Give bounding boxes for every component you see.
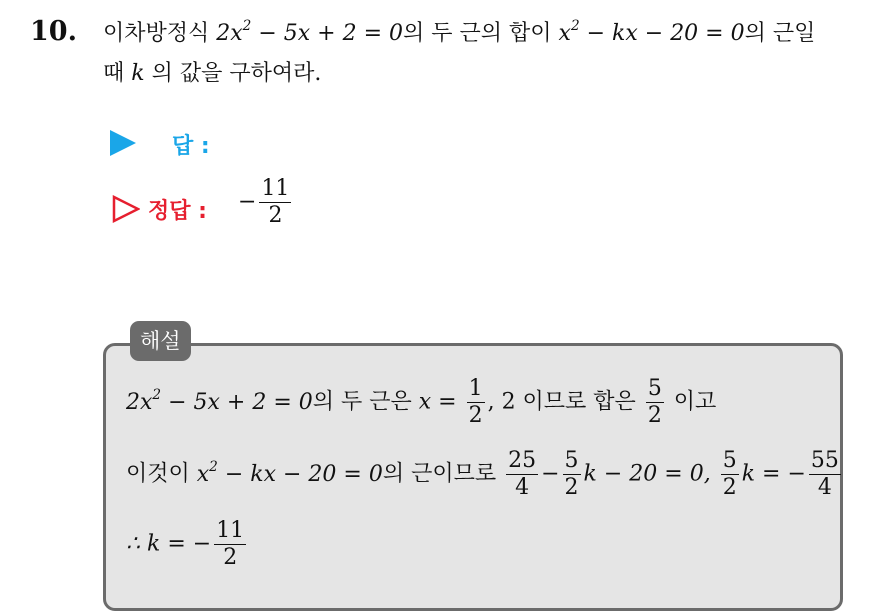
question-text-line1 [103,16,815,47]
sol-fraction-5-2a: $\frac{5}{2}$ [564,448,579,500]
sol-fraction-sum: $\frac{5}{2}$ [647,376,662,428]
sol-fraction-25-4: $\frac{25}{4}$ [508,448,537,500]
question-number: 10. [30,16,77,47]
correct-answer-play-icon [112,195,140,223]
answer-play-icon [110,130,136,156]
sol-fraction-half: $\frac{1}{2}$ [468,376,483,428]
correct-answer-label: 정답 : [148,199,207,224]
q-text-mid: 의 두 근의 합이 [403,21,559,46]
answer-label: 답 : [172,134,210,159]
question-text-line2: 때 k 의 값을 구하여라. [103,61,322,86]
correct-answer-value: − $\frac{11}{2}$ [238,176,290,228]
correct-answer-fraction: $\frac{11}{2}$ [261,176,290,228]
solution-line2: 이것이 $x^2$ − kx − 20 = 0의 근이므로 $\frac{25}{4}$ − $\frac{5}{2}$ k − 20 = 0, $\frac{5}{2}$ k = − $\frac{55}{4}$ [126,448,839,500]
solution-line1: $2x^2 - 5x + 2 = 0$의 두 근은 x = $\frac{1}{2}$ , 2 이므로 합은 $\frac{5}{2}$ 이고 [126,376,717,428]
q-text-pre: 이차방정식 [103,21,217,46]
q-equation2: $x^2$ − kx − 20 = 0 [558,17,745,46]
sol-fraction-5-2b: $\frac{5}{2}$ [722,448,737,500]
q-equation1: $2x^2 - 5x + 2 = 0$ [216,17,404,46]
sol-equation2: $x^2$ − kx − 20 = 0 [196,458,383,487]
sol-fraction-answer: $\frac{11}{2}$ [216,518,245,570]
sol-equation1: $2x^2 - 5x + 2 = 0$ [126,386,313,415]
solution-line3 [126,520,249,569]
q-variable: k [131,61,145,86]
sol-fraction-55-4: $\frac{55}{4}$ [810,448,839,500]
solution-tab: 해설 [130,321,191,361]
q-text-post: 의 근일 [744,21,816,46]
sol-conclusion: ∴ k = − [126,531,212,557]
